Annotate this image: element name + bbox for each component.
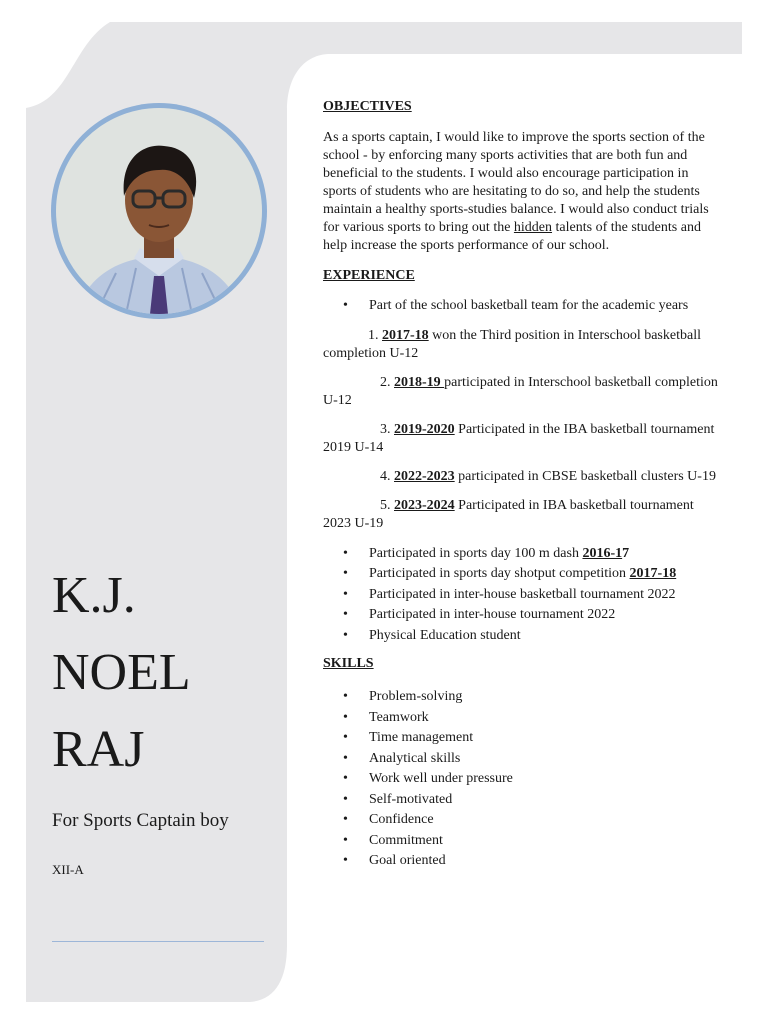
list-item: • Work well under pressure	[323, 770, 718, 791]
list-item: • Teamwork	[323, 709, 718, 730]
profile-photo	[56, 108, 262, 314]
list-item: • Analytical skills	[323, 750, 718, 771]
name-line-3: RAJ	[52, 721, 145, 778]
list-item: • Physical Education student	[323, 627, 718, 648]
divider	[52, 941, 264, 942]
name-line-2: NOEL	[52, 644, 191, 701]
list-item: • Problem-solving	[323, 688, 718, 709]
skills-heading: SKILLS	[323, 656, 374, 671]
class-label: XII-A	[52, 862, 84, 877]
list-item: • Goal oriented	[323, 852, 718, 873]
list-item: 1. 2017-18 won the Third position in Interschool basketball completion U-12	[323, 327, 701, 361]
experience-bullets	[323, 545, 718, 648]
main-content	[323, 98, 718, 873]
list-item: • Self-motivated	[323, 791, 718, 812]
list-item: • Participated in sports day 100 m dash 2016-17	[323, 545, 718, 566]
list-item: • Participated in sports day shotput competition 2017-18	[323, 565, 718, 586]
hidden-word: hidden	[513, 220, 553, 235]
person-name	[52, 557, 191, 788]
experience-numbered-list	[323, 327, 718, 533]
list-item: 2. 2018-19 participated in Interschool basketball completion U-12	[323, 374, 718, 408]
list-item: 3. 2019-2020 Participated in the IBA basketball tournament 2019 U-14	[323, 421, 715, 455]
experience-heading: EXPERIENCE	[323, 268, 415, 283]
list-item: • Participated in inter-house basketball tournament 2022	[323, 586, 718, 607]
list-item: • Confidence	[323, 811, 718, 832]
list-item: • Participated in inter-house tournament 2022	[323, 606, 718, 627]
list-item: • Part of the school basketball team for the academic years	[323, 297, 718, 318]
name-line-1: K.J.	[52, 567, 136, 624]
list-item: • Time management	[323, 729, 718, 750]
skills-list	[323, 688, 718, 873]
list-item: 4. 2022-2023 participated in CBSE basketball clusters U-19	[380, 468, 716, 484]
objectives-heading: OBJECTIVES	[323, 99, 412, 114]
list-item: 5. 2023-2024 Participated in IBA basketball tournament 2023 U-19	[323, 497, 694, 531]
experience-intro-list	[323, 297, 718, 318]
subtitle: For Sports Captain boy	[52, 810, 229, 831]
list-item: • Commitment	[323, 832, 718, 853]
objectives-paragraph: As a sports captain, I would like to improve the sports section of the school - by enforcing many sports activities that are both fun and beneficial to the students. I would also encourage participation in sports of students who are hesitating to do so, and help the students maintain a healthy sports-studies balance. I would also conduct trials for various sports to bring out the hidden talents of the students and help increase the sports performance of our school.	[323, 130, 709, 253]
profile-photo-frame	[51, 103, 267, 319]
